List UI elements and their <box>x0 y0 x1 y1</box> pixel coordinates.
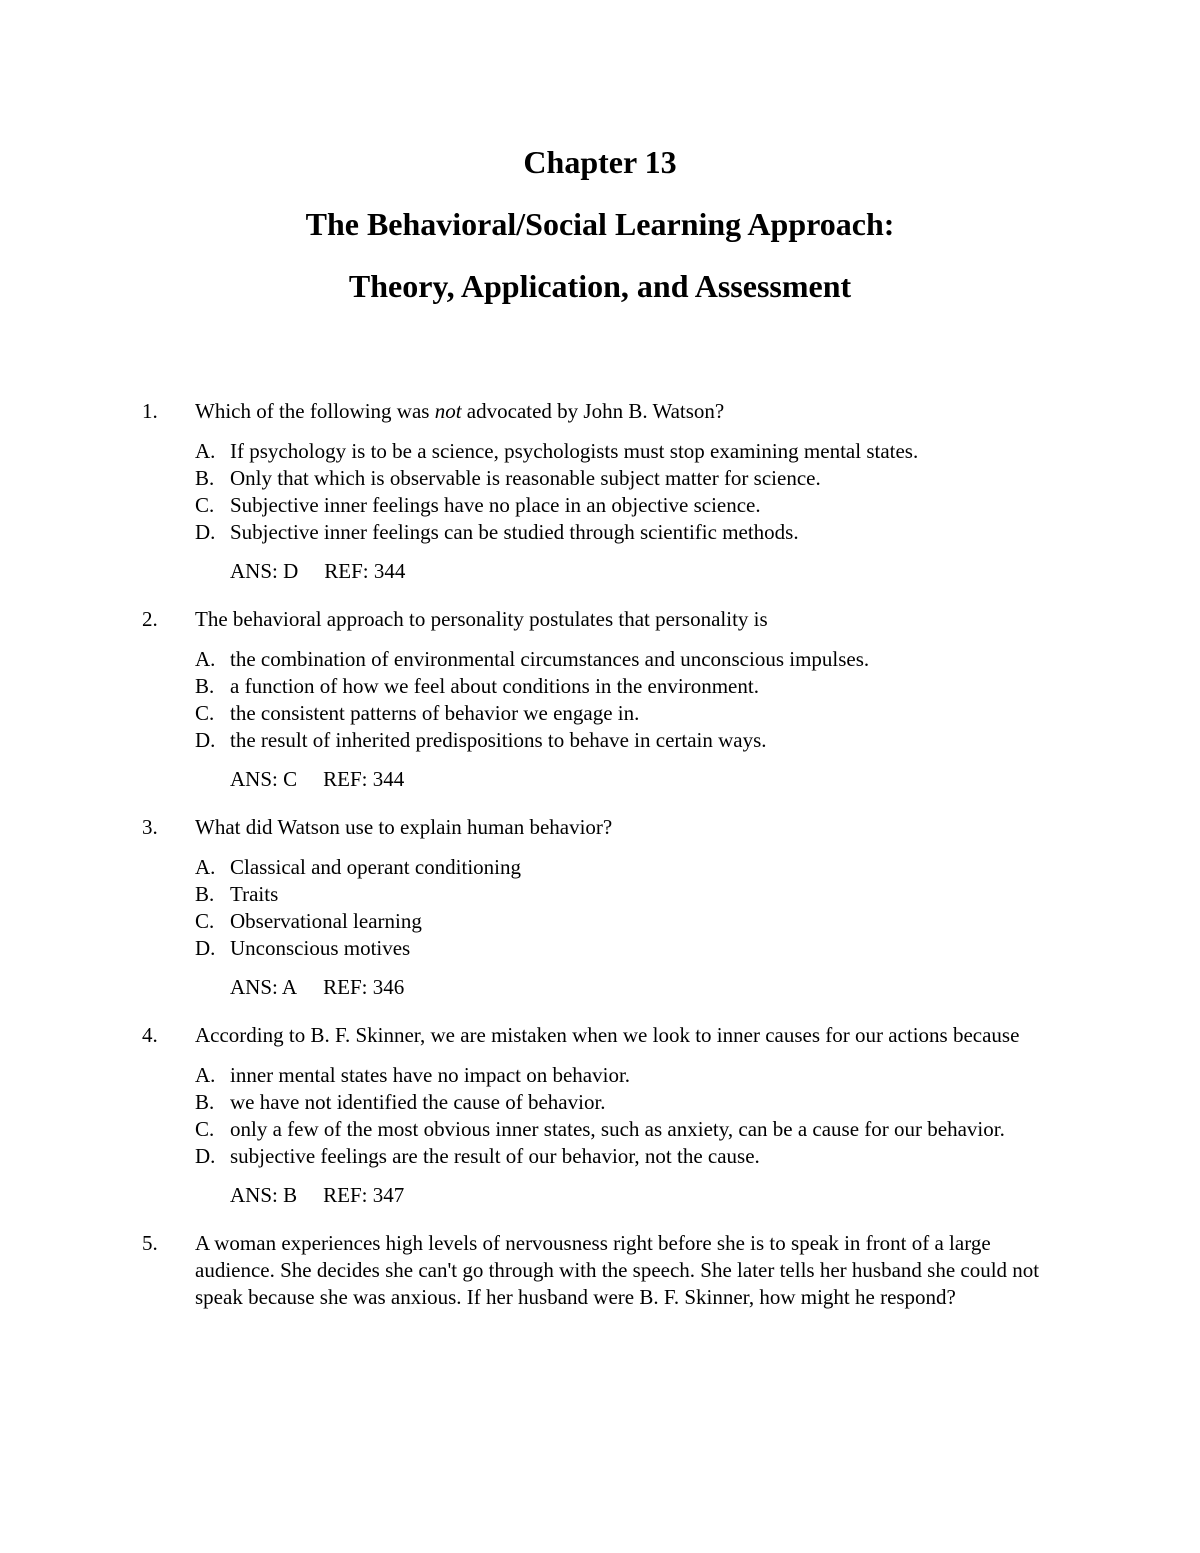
option-a <box>195 646 1062 673</box>
option-letter: B. <box>195 1090 215 1114</box>
chapter-number: Chapter 13 <box>523 144 677 180</box>
option-letter: D. <box>195 728 216 752</box>
option-letter: D. <box>195 936 216 960</box>
question-stem <box>142 814 1062 841</box>
option-text: the combination of environmental circumstances and unconscious impulses. <box>230 647 870 671</box>
answer-line <box>142 558 1062 585</box>
option-list <box>142 854 1062 962</box>
option-c <box>195 1116 1062 1143</box>
answer-line <box>142 974 1062 1001</box>
option-c <box>195 492 1062 519</box>
chapter-title-block <box>0 142 1200 328</box>
option-text: Subjective inner feelings have no place in an objective science. <box>230 493 761 517</box>
option-text: a function of how we feel about conditions in the environment. <box>230 674 759 698</box>
option-letter: A. <box>195 439 216 463</box>
option-text: the consistent patterns of behavior we engage in. <box>230 701 640 725</box>
option-text: subjective feelings are the result of our behavior, not the cause. <box>230 1144 760 1168</box>
option-a <box>195 438 1062 465</box>
option-a <box>195 1062 1062 1089</box>
option-text: Observational learning <box>230 909 422 933</box>
question-4 <box>142 1022 1062 1209</box>
option-letter: C. <box>195 493 215 517</box>
option-list <box>142 646 1062 754</box>
question-stem <box>142 398 1062 425</box>
option-list <box>142 1062 1062 1170</box>
option-letter: C. <box>195 1117 215 1141</box>
option-c <box>195 700 1062 727</box>
stem-text: The behavioral approach to personality postulates that personality is <box>195 607 768 631</box>
question-number: 2. <box>142 607 158 631</box>
option-text: Subjective inner feelings can be studied through scientific methods. <box>230 520 799 544</box>
option-letter: D. <box>195 1144 216 1168</box>
page-reference: REF: 347 <box>323 1183 405 1207</box>
option-letter: B. <box>195 674 215 698</box>
stem-emphasis: not <box>434 399 462 423</box>
option-letter: D. <box>195 520 216 544</box>
question-2 <box>142 606 1062 793</box>
option-text: inner mental states have no impact on behavior. <box>230 1063 631 1087</box>
chapter-subtitle: Theory, Application, and Assessment <box>348 268 852 304</box>
answer-line <box>142 766 1062 793</box>
chapter-title: The Behavioral/Social Learning Approach: <box>305 206 895 242</box>
option-text: Unconscious motives <box>230 936 411 960</box>
option-text: only a few of the most obvious inner states, such as anxiety, can be a cause for our behavior. <box>230 1117 1005 1141</box>
answer-key: ANS: C <box>230 767 298 791</box>
question-number: 1. <box>142 399 158 423</box>
option-c <box>195 908 1062 935</box>
question-stem <box>142 1230 1062 1311</box>
option-letter: C. <box>195 701 215 725</box>
option-b <box>195 1089 1062 1116</box>
option-list <box>142 438 1062 546</box>
option-letter: A. <box>195 647 216 671</box>
option-letter: C. <box>195 909 215 933</box>
page-reference: REF: 344 <box>323 767 405 791</box>
answer-key: ANS: D <box>230 559 299 583</box>
option-b <box>195 673 1062 700</box>
option-letter: B. <box>195 466 215 490</box>
stem-text: According to B. F. Skinner, we are mistaken when we look to inner causes for our actions because <box>195 1023 1020 1047</box>
option-d <box>195 1143 1062 1170</box>
option-b <box>195 881 1062 908</box>
page-reference: REF: 344 <box>324 559 406 583</box>
stem-text: What did Watson use to explain human behavior? <box>195 815 613 839</box>
question-number: 4. <box>142 1023 158 1047</box>
option-text: Traits <box>230 882 279 906</box>
question-1 <box>142 398 1062 585</box>
question-3 <box>142 814 1062 1001</box>
option-d <box>195 519 1062 546</box>
answer-key: ANS: B <box>230 1183 298 1207</box>
option-a <box>195 854 1062 881</box>
question-number: 3. <box>142 815 158 839</box>
option-text: the result of inherited predispositions to behave in certain ways. <box>230 728 767 752</box>
stem-text: advocated by John B. Watson? <box>461 399 725 423</box>
answer-line <box>142 1182 1062 1209</box>
option-text: If psychology is to be a science, psychologists must stop examining mental states. <box>230 439 919 463</box>
option-d <box>195 727 1062 754</box>
option-text: we have not identified the cause of behavior. <box>230 1090 606 1114</box>
question-5 <box>142 1230 1062 1311</box>
option-letter: A. <box>195 855 216 879</box>
stem-text: Which of the following was <box>195 399 435 423</box>
option-letter: B. <box>195 882 215 906</box>
stem-text: A woman experiences high levels of nervousness right before she is to speak in front of a large audience. She decides she can't go through with the speech. She later tells her husband she could not speak because she was anxious. If her husband were B. F. Skinner, how might he respond? <box>195 1231 1040 1309</box>
question-stem <box>142 1022 1062 1049</box>
option-text: Only that which is observable is reasonable subject matter for science. <box>230 466 821 490</box>
question-number: 5. <box>142 1231 158 1255</box>
option-d <box>195 935 1062 962</box>
answer-key: ANS: A <box>230 975 298 999</box>
option-letter: A. <box>195 1063 216 1087</box>
question-list <box>142 398 1062 1332</box>
question-stem <box>142 606 1062 633</box>
page-reference: REF: 346 <box>323 975 405 999</box>
option-b <box>195 465 1062 492</box>
option-text: Classical and operant conditioning <box>230 855 522 879</box>
